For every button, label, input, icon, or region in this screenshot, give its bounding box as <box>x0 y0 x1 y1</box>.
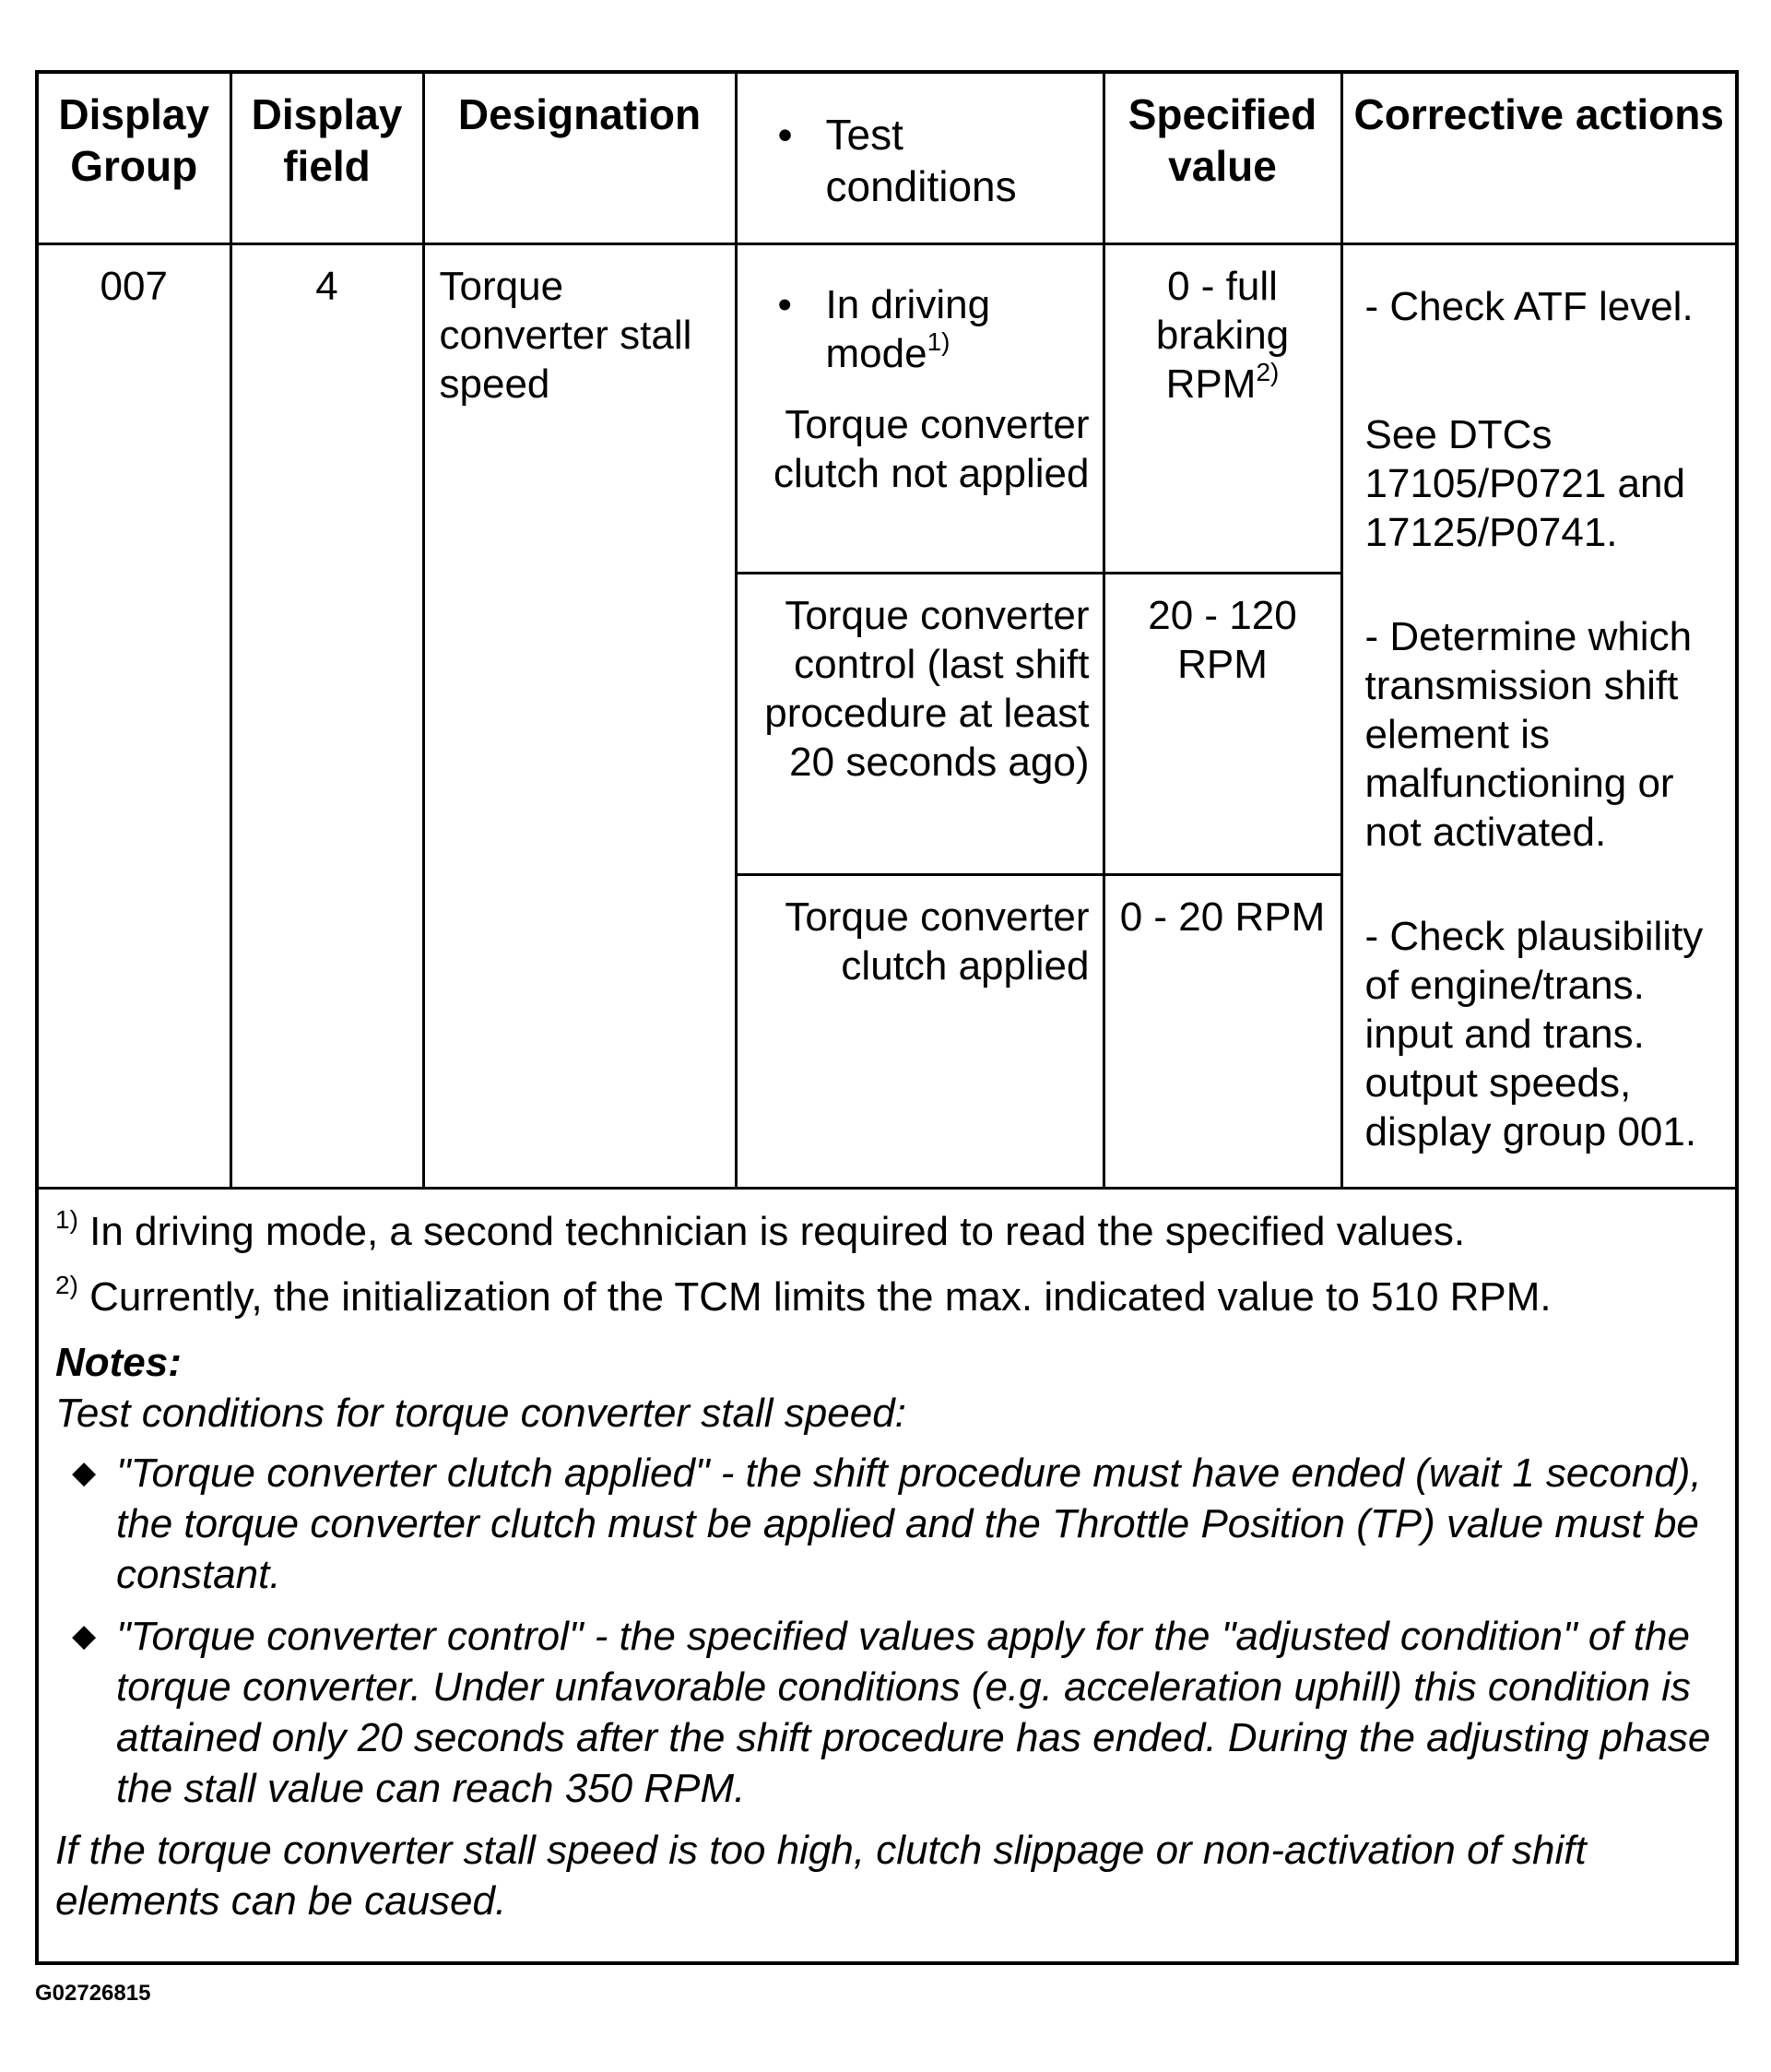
cell-designation <box>423 243 736 1188</box>
cell-value-3 <box>1104 874 1341 1188</box>
notes-title: Notes: <box>55 1339 182 1385</box>
notes-section <box>39 1190 1735 1926</box>
designation-value: Torque converter stall speed <box>439 263 692 407</box>
header-test-conditions-label: Test conditions <box>825 111 1017 210</box>
condition-2-text: Torque converter control (last shift procedure at least 20 seconds ago) <box>764 592 1090 785</box>
notes-bullet-1 <box>55 1448 1718 1600</box>
notes-bullet-2-text: "Torque converter control" - the specified values apply for the "adjusted condition" of the torque converter. Under unfavorable conditions (e.g. acceleration uphill) this condition is attained only 20 seconds after the shift procedure has ended. During the adjusting phase the stall value can reach 350 RPM. <box>116 1613 1711 1811</box>
notes-closing: If the torque converter stall speed is too high, clutch slippage or non-activation of shift elements can be caused. <box>55 1827 1587 1924</box>
footnote-ref-1: 1) <box>927 326 950 356</box>
notes-bullet-1-text: "Torque converter clutch applied" - the shift procedure must have ended (wait 1 second), the torque converter clutch must be applied and the Throttle Position (TP) value must be constant. <box>116 1450 1702 1597</box>
spec-table <box>39 74 1735 1190</box>
footnote-1 <box>55 1206 1718 1257</box>
footnote-2-text: Currently, the initialization of the TCM limits the max. indicated value to 510 RPM. <box>89 1273 1552 1320</box>
header-display-group: Display Group <box>39 74 230 243</box>
corrective-1: - Check ATF level. <box>1364 283 1694 329</box>
header-designation: Designation <box>423 74 736 243</box>
footnote-2-mark: 2) <box>55 1270 78 1299</box>
footnote-1-mark: 1) <box>55 1204 78 1234</box>
value-3-text: 0 - 20 RPM <box>1119 894 1326 940</box>
notes-intro: Test conditions for torque converter stall speed: <box>55 1390 906 1436</box>
diamond-bullet-icon: ◆ <box>72 1617 97 1653</box>
figure-code: G02726815 <box>35 1981 151 2006</box>
data-row-1 <box>39 243 1735 573</box>
footnote-2 <box>55 1272 1718 1322</box>
cell-corrective-actions <box>1341 243 1735 1188</box>
header-display-field: Display field <box>230 74 423 243</box>
corrective-4: - Check plausibility of engine/trans. input and trans. output speeds, display group 001. <box>1364 913 1704 1154</box>
cell-condition-2 <box>736 573 1104 874</box>
cell-value-2 <box>1104 573 1341 874</box>
header-corrective-actions: Corrective actions <box>1341 74 1735 243</box>
spec-document <box>35 70 1739 1965</box>
cell-condition-3 <box>736 874 1104 1188</box>
footnote-1-text: In driving mode, a second technician is required to read the specified values. <box>89 1208 1466 1254</box>
cell-display-field <box>230 243 423 1188</box>
condition-1-text: In driving mode <box>825 281 991 376</box>
header-test-conditions <box>736 74 1104 243</box>
notes-bullet-2 <box>55 1611 1718 1814</box>
value-2-text: 20 - 120 RPM <box>1148 592 1297 687</box>
corrective-2: See DTCs 17105/P0721 and 17125/P0741. <box>1364 411 1685 555</box>
display-field-value: 4 <box>315 263 338 309</box>
display-group-value: 007 <box>100 263 168 309</box>
bullet-dot: • <box>777 281 792 327</box>
cell-value-1 <box>1104 243 1341 573</box>
header-specified-value: Specified value <box>1104 74 1341 243</box>
condition-3-text: Torque converter clutch applied <box>785 894 1090 989</box>
cell-condition-1 <box>736 243 1104 573</box>
cell-display-group <box>39 243 230 1188</box>
header-row <box>39 74 1735 243</box>
footnote-ref-2: 2) <box>1256 357 1280 386</box>
condition-1-extra: Torque converter clutch not applied <box>773 401 1090 496</box>
value-1-text: 0 - full braking RPM <box>1155 263 1290 407</box>
corrective-3: - Determine which transmission shift element is malfunctioning or not activated. <box>1364 613 1693 855</box>
bullet-dot: • <box>777 111 793 159</box>
diamond-bullet-icon: ◆ <box>72 1454 97 1490</box>
